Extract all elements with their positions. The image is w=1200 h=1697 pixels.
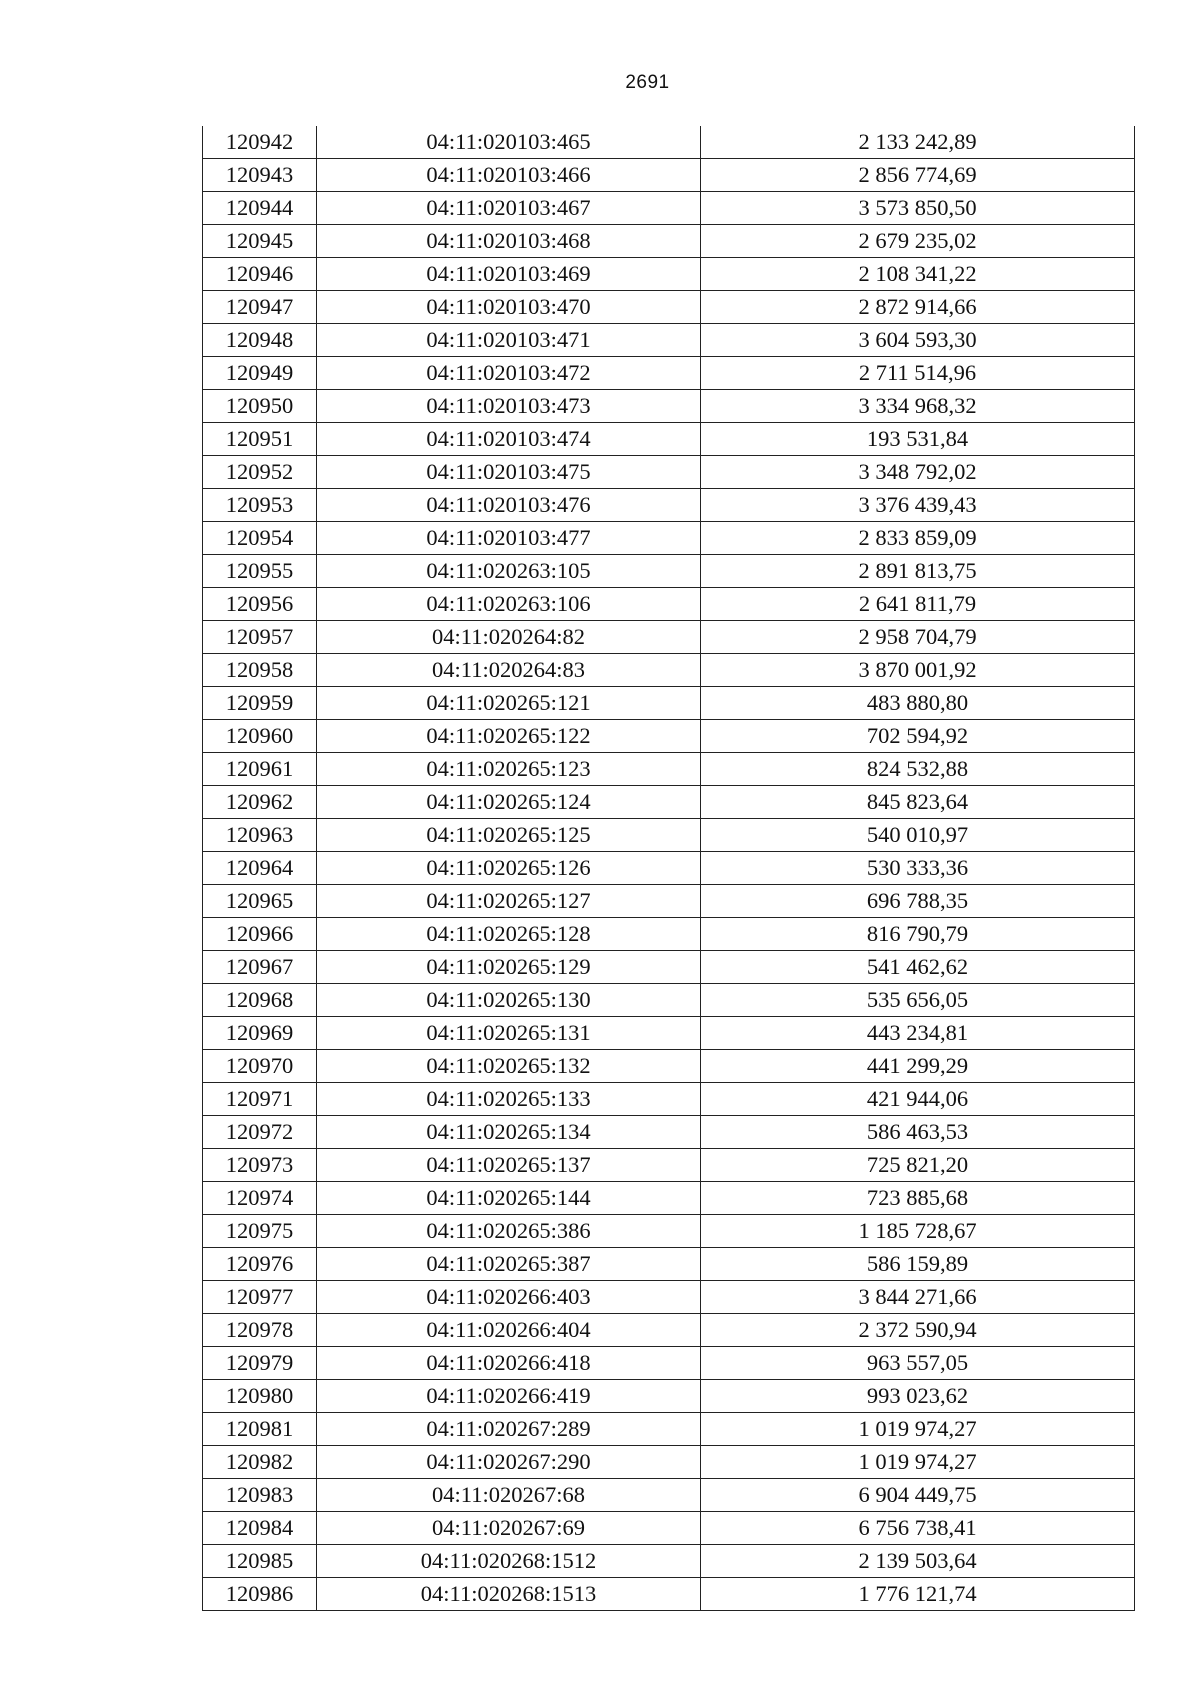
cadastral-number-cell: 04:11:020265:137 [317, 1149, 701, 1182]
cadastral-number-cell: 04:11:020265:125 [317, 819, 701, 852]
cadastral-number-cell: 04:11:020265:128 [317, 918, 701, 951]
cadastral-number-cell: 04:11:020266:419 [317, 1380, 701, 1413]
value-cell: 421 944,06 [701, 1083, 1135, 1116]
row-number-cell: 120966 [203, 918, 317, 951]
value-cell: 3 334 968,32 [701, 390, 1135, 423]
cadastral-number-cell: 04:11:020267:69 [317, 1512, 701, 1545]
cadastral-number-cell: 04:11:020265:122 [317, 720, 701, 753]
row-number-cell: 120984 [203, 1512, 317, 1545]
cadastral-number-cell: 04:11:020263:106 [317, 588, 701, 621]
value-cell: 193 531,84 [701, 423, 1135, 456]
cadastral-number-cell: 04:11:020265:387 [317, 1248, 701, 1281]
row-number-cell: 120960 [203, 720, 317, 753]
value-cell: 723 885,68 [701, 1182, 1135, 1215]
row-number-cell: 120958 [203, 654, 317, 687]
cadastral-number-cell: 04:11:020265:134 [317, 1116, 701, 1149]
row-number-cell: 120975 [203, 1215, 317, 1248]
cadastral-number-cell: 04:11:020265:121 [317, 687, 701, 720]
table-row [203, 126, 1135, 159]
value-cell: 2 958 704,79 [701, 621, 1135, 654]
table-row [203, 456, 1135, 489]
table-row [203, 621, 1135, 654]
value-cell: 3 844 271,66 [701, 1281, 1135, 1314]
cadastral-number-cell: 04:11:020263:105 [317, 555, 701, 588]
value-cell: 443 234,81 [701, 1017, 1135, 1050]
value-cell: 2 679 235,02 [701, 225, 1135, 258]
row-number-cell: 120980 [203, 1380, 317, 1413]
value-cell: 3 348 792,02 [701, 456, 1135, 489]
cadastral-number-cell: 04:11:020103:466 [317, 159, 701, 192]
value-cell: 2 891 813,75 [701, 555, 1135, 588]
value-cell: 586 159,89 [701, 1248, 1135, 1281]
value-cell: 2 372 590,94 [701, 1314, 1135, 1347]
table-row [203, 1578, 1135, 1611]
value-cell: 963 557,05 [701, 1347, 1135, 1380]
row-number-cell: 120944 [203, 192, 317, 225]
table-row [203, 423, 1135, 456]
cadastral-number-cell: 04:11:020103:470 [317, 291, 701, 324]
table-row [203, 1215, 1135, 1248]
cadastral-number-cell: 04:11:020103:473 [317, 390, 701, 423]
cadastral-number-cell: 04:11:020264:82 [317, 621, 701, 654]
table-row [203, 1446, 1135, 1479]
value-cell: 3 573 850,50 [701, 192, 1135, 225]
table-row [203, 1017, 1135, 1050]
row-number-cell: 120964 [203, 852, 317, 885]
value-cell: 530 333,36 [701, 852, 1135, 885]
cadastral-number-cell: 04:11:020265:129 [317, 951, 701, 984]
row-number-cell: 120948 [203, 324, 317, 357]
value-cell: 725 821,20 [701, 1149, 1135, 1182]
table-row [203, 324, 1135, 357]
table-row [203, 1380, 1135, 1413]
cadastral-number-cell: 04:11:020265:133 [317, 1083, 701, 1116]
table-row [203, 1314, 1135, 1347]
row-number-cell: 120959 [203, 687, 317, 720]
cadastral-number-cell: 04:11:020266:403 [317, 1281, 701, 1314]
row-number-cell: 120953 [203, 489, 317, 522]
row-number-cell: 120968 [203, 984, 317, 1017]
row-number-cell: 120969 [203, 1017, 317, 1050]
value-cell: 696 788,35 [701, 885, 1135, 918]
table-row [203, 885, 1135, 918]
value-cell: 441 299,29 [701, 1050, 1135, 1083]
table-row [203, 225, 1135, 258]
value-cell: 535 656,05 [701, 984, 1135, 1017]
row-number-cell: 120977 [203, 1281, 317, 1314]
row-number-cell: 120965 [203, 885, 317, 918]
row-number-cell: 120970 [203, 1050, 317, 1083]
table-row [203, 753, 1135, 786]
row-number-cell: 120945 [203, 225, 317, 258]
table-row [203, 1050, 1135, 1083]
cadastral-number-cell: 04:11:020265:130 [317, 984, 701, 1017]
row-number-cell: 120956 [203, 588, 317, 621]
row-number-cell: 120974 [203, 1182, 317, 1215]
row-number-cell: 120954 [203, 522, 317, 555]
row-number-cell: 120985 [203, 1545, 317, 1578]
cadastral-number-cell: 04:11:020266:404 [317, 1314, 701, 1347]
row-number-cell: 120950 [203, 390, 317, 423]
table-row [203, 786, 1135, 819]
cadastral-number-cell: 04:11:020268:1512 [317, 1545, 701, 1578]
table-row [203, 192, 1135, 225]
table-row [203, 1149, 1135, 1182]
table-row [203, 390, 1135, 423]
value-cell: 1 019 974,27 [701, 1413, 1135, 1446]
row-number-cell: 120967 [203, 951, 317, 984]
value-cell: 816 790,79 [701, 918, 1135, 951]
cadastral-number-cell: 04:11:020268:1513 [317, 1578, 701, 1611]
cadastral-number-cell: 04:11:020266:418 [317, 1347, 701, 1380]
row-number-cell: 120962 [203, 786, 317, 819]
table-row [203, 1281, 1135, 1314]
cadastral-number-cell: 04:11:020103:476 [317, 489, 701, 522]
value-cell: 483 880,80 [701, 687, 1135, 720]
value-cell: 3 376 439,43 [701, 489, 1135, 522]
table-row [203, 1512, 1135, 1545]
table-row [203, 1182, 1135, 1215]
table-row [203, 1347, 1135, 1380]
value-cell: 541 462,62 [701, 951, 1135, 984]
value-cell: 993 023,62 [701, 1380, 1135, 1413]
value-cell: 2 711 514,96 [701, 357, 1135, 390]
value-cell: 3 870 001,92 [701, 654, 1135, 687]
value-cell: 2 641 811,79 [701, 588, 1135, 621]
cadastral-number-cell: 04:11:020265:124 [317, 786, 701, 819]
cadastral-number-cell: 04:11:020103:467 [317, 192, 701, 225]
table-row [203, 654, 1135, 687]
cadastral-number-cell: 04:11:020265:126 [317, 852, 701, 885]
cadastral-number-cell: 04:11:020265:144 [317, 1182, 701, 1215]
value-cell: 1 776 121,74 [701, 1578, 1135, 1611]
cadastral-number-cell: 04:11:020264:83 [317, 654, 701, 687]
row-number-cell: 120947 [203, 291, 317, 324]
cadastral-number-cell: 04:11:020265:131 [317, 1017, 701, 1050]
value-cell: 540 010,97 [701, 819, 1135, 852]
value-cell: 2 856 774,69 [701, 159, 1135, 192]
registry-table [202, 126, 1135, 1611]
cadastral-number-cell: 04:11:020265:123 [317, 753, 701, 786]
row-number-cell: 120971 [203, 1083, 317, 1116]
table-row [203, 159, 1135, 192]
row-number-cell: 120986 [203, 1578, 317, 1611]
row-number-cell: 120946 [203, 258, 317, 291]
row-number-cell: 120943 [203, 159, 317, 192]
row-number-cell: 120983 [203, 1479, 317, 1512]
row-number-cell: 120973 [203, 1149, 317, 1182]
value-cell: 6 904 449,75 [701, 1479, 1135, 1512]
cadastral-number-cell: 04:11:020103:477 [317, 522, 701, 555]
value-cell: 702 594,92 [701, 720, 1135, 753]
cadastral-number-cell: 04:11:020267:290 [317, 1446, 701, 1479]
value-cell: 1 185 728,67 [701, 1215, 1135, 1248]
table-row [203, 258, 1135, 291]
row-number-cell: 120972 [203, 1116, 317, 1149]
cadastral-number-cell: 04:11:020265:127 [317, 885, 701, 918]
cadastral-number-cell: 04:11:020265:386 [317, 1215, 701, 1248]
row-number-cell: 120963 [203, 819, 317, 852]
row-number-cell: 120951 [203, 423, 317, 456]
row-number-cell: 120961 [203, 753, 317, 786]
table-row [203, 291, 1135, 324]
value-cell: 845 823,64 [701, 786, 1135, 819]
cadastral-number-cell: 04:11:020267:289 [317, 1413, 701, 1446]
table-row [203, 1479, 1135, 1512]
table-row [203, 489, 1135, 522]
table-row [203, 1413, 1135, 1446]
row-number-cell: 120979 [203, 1347, 317, 1380]
page-number: 2691 [625, 72, 670, 93]
registry-table-container [202, 126, 1134, 1611]
table-row [203, 588, 1135, 621]
table-row [203, 522, 1135, 555]
row-number-cell: 120981 [203, 1413, 317, 1446]
table-row [203, 1116, 1135, 1149]
row-number-cell: 120955 [203, 555, 317, 588]
cadastral-number-cell: 04:11:020103:468 [317, 225, 701, 258]
registry-table-body [203, 126, 1135, 1611]
table-row [203, 819, 1135, 852]
table-row [203, 1248, 1135, 1281]
row-number-cell: 120942 [203, 126, 317, 159]
row-number-cell: 120982 [203, 1446, 317, 1479]
cadastral-number-cell: 04:11:020267:68 [317, 1479, 701, 1512]
row-number-cell: 120976 [203, 1248, 317, 1281]
row-number-cell: 120978 [203, 1314, 317, 1347]
value-cell: 586 463,53 [701, 1116, 1135, 1149]
cadastral-number-cell: 04:11:020265:132 [317, 1050, 701, 1083]
row-number-cell: 120949 [203, 357, 317, 390]
table-row [203, 687, 1135, 720]
value-cell: 2 833 859,09 [701, 522, 1135, 555]
cadastral-number-cell: 04:11:020103:469 [317, 258, 701, 291]
row-number-cell: 120957 [203, 621, 317, 654]
cadastral-number-cell: 04:11:020103:465 [317, 126, 701, 159]
row-number-cell: 120952 [203, 456, 317, 489]
value-cell: 6 756 738,41 [701, 1512, 1135, 1545]
cadastral-number-cell: 04:11:020103:471 [317, 324, 701, 357]
table-row [203, 720, 1135, 753]
table-row [203, 1545, 1135, 1578]
value-cell: 824 532,88 [701, 753, 1135, 786]
value-cell: 2 872 914,66 [701, 291, 1135, 324]
value-cell: 2 139 503,64 [701, 1545, 1135, 1578]
table-row [203, 1083, 1135, 1116]
cadastral-number-cell: 04:11:020103:474 [317, 423, 701, 456]
table-row [203, 555, 1135, 588]
table-row [203, 918, 1135, 951]
table-row [203, 852, 1135, 885]
value-cell: 3 604 593,30 [701, 324, 1135, 357]
table-row [203, 951, 1135, 984]
table-row [203, 984, 1135, 1017]
value-cell: 2 133 242,89 [701, 126, 1135, 159]
value-cell: 2 108 341,22 [701, 258, 1135, 291]
value-cell: 1 019 974,27 [701, 1446, 1135, 1479]
table-row [203, 357, 1135, 390]
cadastral-number-cell: 04:11:020103:475 [317, 456, 701, 489]
cadastral-number-cell: 04:11:020103:472 [317, 357, 701, 390]
